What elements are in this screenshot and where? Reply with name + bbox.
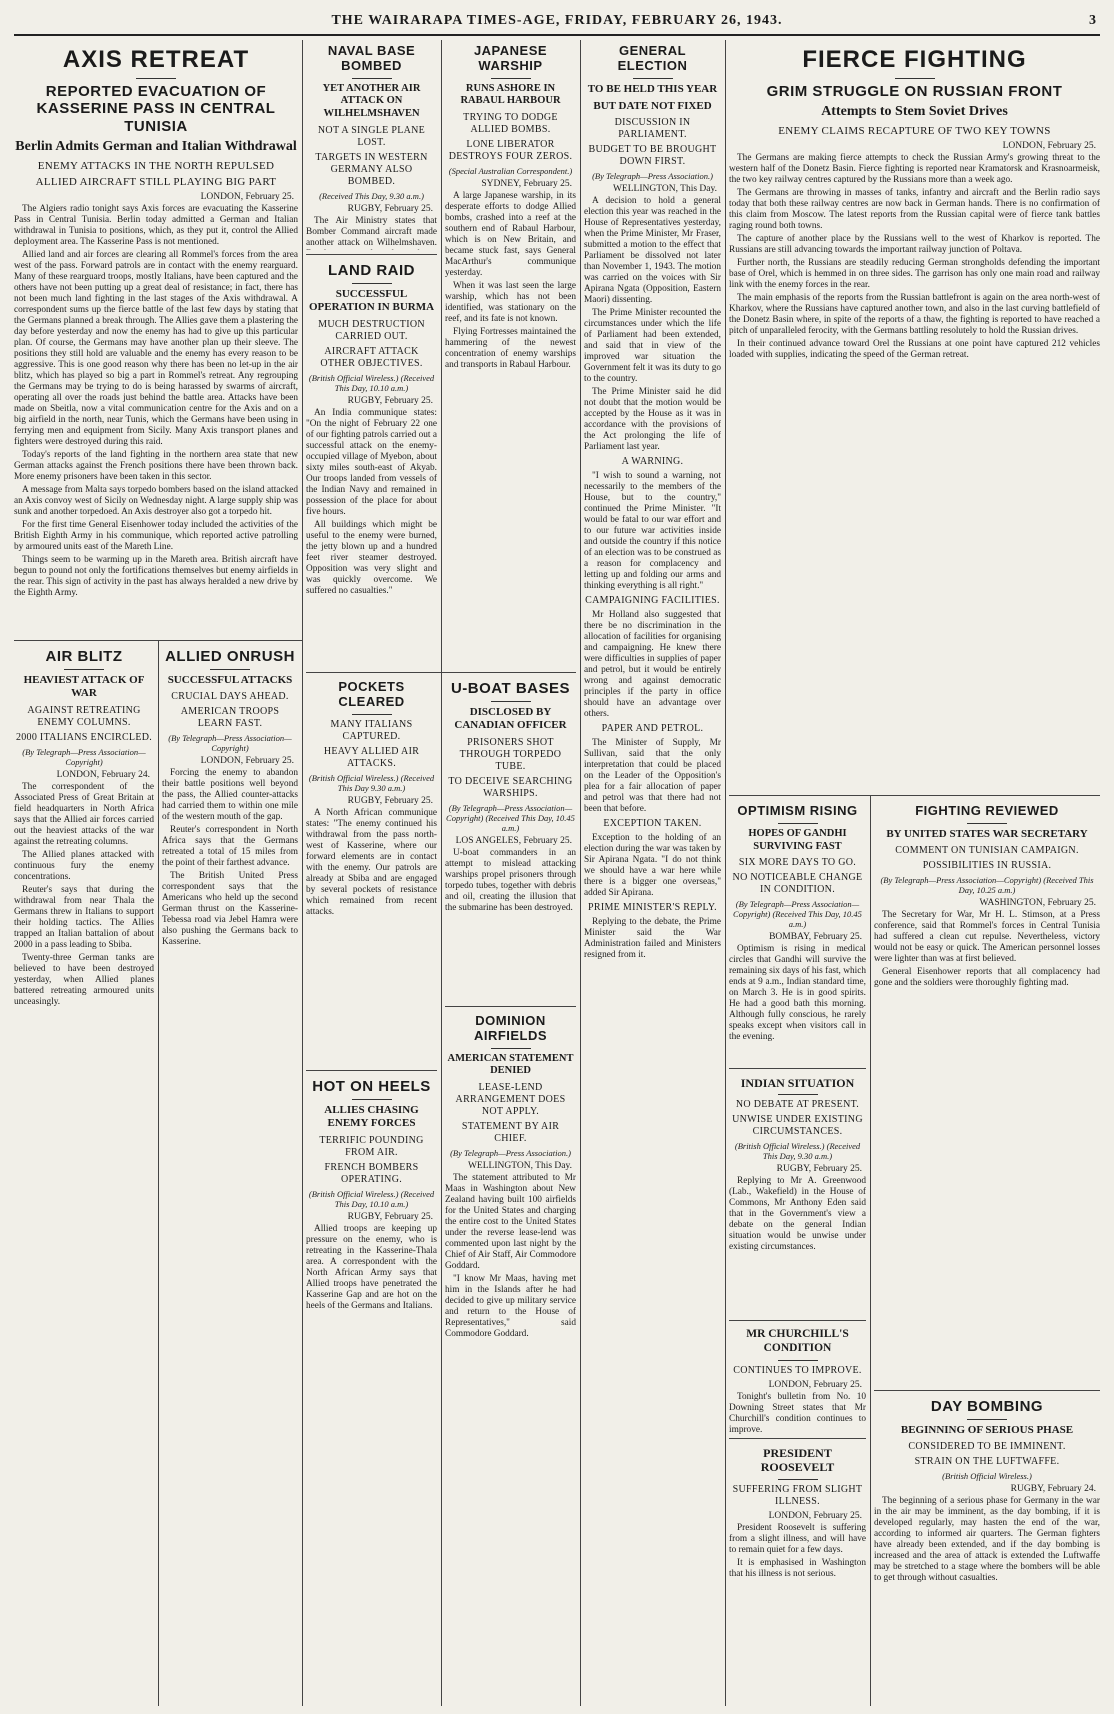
article-day-bombing — [874, 1394, 1100, 1704]
article-dominion-airfields — [445, 1010, 576, 1704]
headline: PRESIDENT ROOSEVELT — [760, 1446, 835, 1475]
subheadline: SUCCESSFUL OPERATION IN BURMA — [308, 288, 435, 314]
article-churchill-condition — [729, 1324, 866, 1434]
credit-line: (By Telegraph—Press Association—Copyright) — [22, 746, 146, 767]
paragraph: The capture of another place by the Russians well to the west of Kharkov is reported. The Russians are still advancing towards the important railway junction of Poltava. — [729, 234, 1100, 256]
paragraph: Further north, the Russians are steadily reducing German strongholds defending the important base of Orel, which is hemmed in on three sides. The garrison has only one main road and railway link with the enemy forces in the rear. — [729, 258, 1100, 291]
subheadline: BUDGET TO BE BROUGHT DOWN FIRST. — [588, 144, 717, 168]
subheadline: BUT DATE NOT FIXED — [593, 100, 712, 113]
article-indian-situation — [729, 1072, 866, 1317]
paragraph: "I wish to sound a warning, not necessarily to the members of the House, but to the country," continued the Prime Minister. "It would be fatal to our war effort and to our future war activities inside and outside the country if this notice of an election was to be construed as a reason for complacency and letting up and folding our arms and thinking everything is all right." — [584, 471, 721, 592]
article-president-roosevelt — [729, 1442, 866, 1704]
subheadline: PRISONERS SHOT THROUGH TORPEDO TUBE. — [459, 736, 562, 772]
subheadline: SUCCESSFUL ATTACKS — [167, 674, 293, 687]
paragraph: A North African communique states: "The enemy continued his withdrawal from the pass north-west of Kasserine, where our forward elements are in contact with the enemy. Our patrols are already at Sbiba and are engaged by several pockets of resistance which remained from recent attacks. — [306, 807, 437, 917]
article-axis-retreat — [14, 40, 298, 635]
paragraph: An India communique states: "On the night of February 22 one of our fighting patrols carried out a successful attack on the enemy-occupied village of Myebon, about sixty miles south-east of Akyab. Our troops landed from vessels of the Indian Navy and remained in possession of the place for about five hours. — [306, 407, 437, 517]
dateline: WASHINGTON, February 25. — [979, 898, 1096, 909]
credit-line: (British Official Wireless.) — [942, 1471, 1032, 1482]
credit-line: (By Telegraph—Press Association—Copyright) (Received This Day, 10.25 a.m.) — [880, 875, 1094, 896]
paragraph: The correspondent of the Associated Press of Great Britain at field headquarters in North Africa says that the Allied air forces carried out the heaviest attacks of the war against the retreating columns. — [14, 781, 154, 847]
subheadline: 2000 ITALIANS ENCIRCLED. — [15, 731, 153, 743]
subheadline: UNWISE UNDER EXISTING CIRCUMSTANCES. — [732, 1114, 863, 1138]
paragraph: Forcing the enemy to abandon their battle positions well beyond the pass, the Allied counter-attacks had carried them to within one mile of the western mouth of the gap. — [162, 768, 298, 823]
headline: AXIS RETREAT — [62, 46, 250, 73]
subheadline: SIX MORE DAYS TO GO. — [738, 857, 857, 869]
subheadline: Berlin Admits German and Italian Withdrawal — [15, 138, 297, 154]
paragraph: Today's reports of the land fighting in the northern area state that new German attacks against the French positions there have been thrown back. More enemy prisoners have been taken in this sector. — [14, 449, 298, 482]
paragraph: The Prime Minister recounted the circumstances under which the life of Parliament had been extended, and said that in view of the improved war situation the Government felt it was its duty to go to the country. — [584, 308, 721, 385]
subheadline: YET ANOTHER AIR ATTACK ON WILHELMSHAVEN — [322, 82, 421, 120]
article-allied-onrush — [162, 644, 298, 1704]
article-land-raid — [306, 258, 437, 648]
paragraph: The Algiers radio tonight says Axis forces are evacuating the Kasserine Pass in Central Tunisia. Berlin today admitted a German and Italian withdrawal in Tunisia to positions, which, as they put it, control the Allied deployment area. The Kasserine Pass is not mentioned. — [14, 203, 298, 247]
credit-line: (By Telegraph—Press Association—Copyright) — [168, 733, 292, 754]
article-general-election — [584, 40, 721, 1704]
credit-line: (By Telegraph—Press Association—Copyright) (Received This Day, 10.45 a.m.) — [733, 899, 862, 930]
paragraph: President Roosevelt is suffering from a slight illness, and will have to remain quiet for a few days. — [729, 1522, 866, 1555]
subheadline: SUFFERING FROM SLIGHT ILLNESS. — [732, 1483, 863, 1507]
paragraph: The Air Ministry states that Bomber Command aircraft made another attack on Wilhelmshaven. — [306, 215, 437, 248]
headline: JAPANESE WARSHIP — [473, 43, 548, 73]
dateline: LONDON, February 25. — [768, 1379, 862, 1390]
subheadline: HEAVIEST ATTACK OF WAR — [23, 674, 145, 700]
article-japanese-warship — [445, 40, 576, 665]
paragraph: It is emphasised in Washington that his illness is not serious. — [729, 1557, 866, 1579]
dateline: BOMBAY, February 25. — [769, 932, 862, 943]
subheadline: ALLIED AIRCRAFT STILL PLAYING BIG PART — [35, 175, 277, 188]
paragraph: Allied land and air forces are clearing all Rommel's forces from the area west of the pass. Forward patrols are in contact with the enemy rearguard. Many of these rearguard troops, mostly Italians, have been captured and the others have not been putting up a great deal of resistance; in fact, there has not been much land fighting in the last stages of the Axis withdrawal. A correspondent sums up the fierce battle of the last few days by stating that the Germans planned a break through. The Allies gave them a plastering the day before yesterday and now the enemy has had to give up this particular plan. Of course, the Germans may have another plan up their sleeve. The positions they still hold are valuable and the enemy has every reason to be aggressive. This is one good reason why there has been no let-up in the air blitz, which has played so big a part in Rommel's retreat. Any regrouping the Germans may be trying to do is being harassed by swarms of aircraft, operating all over the roads just behind the battle area. Attacks have been made on Sbeitla, now a vital communication centre for the Axis and on a big airfield in the north, near Tunis, which the Germans have been using in ferrying men and equipment from Sicily. Many Axis transport planes and fighters were destroyed during this raid. — [14, 249, 298, 447]
column-rule — [302, 40, 303, 1706]
paragraph: Reuter's says that during the withdrawal from near Thala the Germans threw in Italians to support their holding tactics. The Allies trapped an Italian battalion of about 2000 in a pass leading to Sbiba. — [14, 884, 154, 950]
paragraph: The Secretary for War, Mr H. L. Stimson, at a Press conference, said that Rommel's forces in Central Tunisia had suffered a clean cut repulse. Nevertheless, victory would not be easy or quick. The American personnel losses were lighter than was at first believed. — [874, 910, 1100, 965]
headline: ALLIED ONRUSH — [165, 648, 295, 665]
subheadline: NOT A SINGLE PLANE LOST. — [317, 124, 426, 148]
paragraph: A decision to hold a general election this year was reached in the House of Representatives yesterday, when the Prime Minister, Mr Fraser, submitted a motion to the effect that Parliament be dissolved not later than November 1, 1943. The motion was carried on the voices with Sir Apirana Ngata (Opposition, Eastern Maori) dissenting. — [584, 196, 721, 306]
subheadline: RUNS ASHORE IN RABAUL HARBOUR — [460, 82, 561, 107]
paragraph: The Allied planes attacked with continuous fury the enemy concentrations. — [14, 849, 154, 882]
subheadline: Attempts to Stem Soviet Drives — [821, 104, 1008, 120]
subheadline: REPORTED EVACUATION OF KASSERINE PASS IN CENTRAL TUNISIA — [36, 83, 276, 135]
article-pockets-cleared — [306, 676, 437, 1066]
paragraph: Allied troops are keeping up pressure on the enemy, who is retreating in the Kasserine-Thala area. A correspondent with the North African Army says that Allied troops have penetrated the Kasserine Gap and are hot on the heels of the Germans and Italians. — [306, 1223, 437, 1311]
subheadline: POSSIBILITIES IN RUSSIA. — [922, 860, 1052, 872]
dateline: RUGBY, February 25. — [347, 203, 433, 214]
dateline: WELLINGTON, This Day. — [467, 1161, 572, 1172]
page-number: 3 — [1089, 13, 1096, 28]
dateline: LONDON, February 25. — [768, 1510, 862, 1521]
subheadline: ENEMY CLAIMS RECAPTURE OF TWO KEY TOWNS — [778, 125, 1051, 138]
headline: DAY BOMBING — [930, 1398, 1044, 1415]
paragraph: The statement attributed to Mr Maas in Washington about New Zealand having built 100 airfields for the United States and charging the entire cost to the United States under the reverse lease-lend was commented upon last night by the Chief of Air Staff, Air Commodore Goddard. — [445, 1173, 576, 1272]
dateline: RUGBY, February 25. — [347, 795, 433, 806]
headline: DOMINION AIRFIELDS — [473, 1013, 548, 1043]
subheadline: AMERICAN STATEMENT DENIED — [447, 1052, 574, 1077]
paragraph: In their continued advance toward Orel the Russians at one point have captured 212 vehicles loaded with supplies, indicating the speed of the German retreat. — [729, 339, 1100, 361]
section-head: EXCEPTION TAKEN. — [603, 818, 702, 830]
subheadline: NO DEBATE AT PRESENT. — [735, 1099, 860, 1111]
subheadline: HEAVY ALLIED AIR ATTACKS. — [323, 745, 420, 769]
subheadline: HOPES OF GANDHI SURVIVING FAST — [748, 827, 847, 852]
paragraph: General Eisenhower reports that all complacency had gone and the soldiers were thoroughly fighting mad. — [874, 967, 1100, 989]
subheadline: LEASE-LEND ARRANGEMENT DOES NOT APPLY. — [455, 1082, 566, 1118]
paragraph: "I know Mr Maas, having met him in the Islands after he had decided to give up military service and return to the House of Representatives," said Commodore Goddard. — [445, 1274, 576, 1340]
column-rule — [725, 40, 726, 1706]
dateline: LONDON, February 25. — [200, 191, 294, 202]
subheadline: TO DECEIVE SEARCHING WARSHIPS. — [448, 775, 573, 799]
paragraph: Reuter's correspondent in North Africa says that the Germans retreated a total of 15 miles from the point of their farthest advance. — [162, 825, 298, 869]
subheadline: FRENCH BOMBERS OPERATING. — [324, 1161, 419, 1185]
headline: NAVAL BASE BOMBED — [327, 43, 416, 73]
subheadline: TARGETS IN WESTERN GERMANY ALSO BOMBED. — [315, 151, 428, 187]
article-naval-base — [306, 40, 437, 250]
column-rule — [441, 40, 442, 1706]
subheadline: COMMENT ON TUNISIAN CAMPAIGN. — [895, 845, 1079, 857]
subheadline: BEGINNING OF SERIOUS PHASE — [900, 1424, 1074, 1437]
dateline: LONDON, February 24. — [56, 769, 150, 780]
paragraph: Optimism is rising in medical circles that Gandhi will survive the remaining six days of his fast, which ends at 9 a.m., Indian standard time, on March 3. He is in good spirits. He had a good bath this morning. Although fully conscious, he rarely speaks except when visitors call in the evening. — [729, 944, 866, 1043]
paragraph: For the first time General Eisenhower today included the activities of the British Eighth Army in his communique, which reported active patrolling by armoured units east of the Mareth Line. — [14, 519, 298, 552]
paragraph: The Prime Minister said he did not doubt that the motion would be accepted by the House as it was in accordance with the provisions of the Act prolonging the life of Parliament last year. — [584, 387, 721, 453]
credit-line: (Received This Day, 9.30 a.m.) — [319, 190, 424, 201]
paragraph: U-boat commanders in an attempt to mislead attacking warships propel prisoners through torpedo tubes, together with debris and oil, creating the illusion that the submarine has been destroyed. — [445, 847, 576, 913]
credit-line: (Special Australian Correspondent.) — [448, 166, 573, 177]
subheadline: AIRCRAFT ATTACK OTHER OBJECTIVES. — [320, 345, 423, 369]
paragraph: Things seem to be warming up in the Mareth area. British aircraft have begun to pound not only the fortifications themselves but enemy airfields in the rear. This sign of activity in the past has always heralded a new drive by the Eighth Army. — [14, 554, 298, 598]
subheadline: CONTINUES TO IMPROVE. — [733, 1364, 862, 1376]
article-fierce-fighting — [729, 40, 1100, 792]
subheadline: CRUCIAL DAYS AHEAD. — [171, 691, 289, 703]
headline: INDIAN SITUATION — [740, 1076, 855, 1090]
headline: AIR BLITZ — [45, 648, 123, 665]
dateline: WELLINGTON, This Day. — [612, 184, 717, 195]
column-rule — [158, 640, 159, 1706]
column-rule — [870, 795, 871, 1706]
headline: POCKETS CLEARED — [338, 679, 405, 709]
subheadline: DISCUSSION IN PARLIAMENT. — [614, 117, 691, 141]
paragraph: The main emphasis of the reports from the Russian battlefront is again on the area north-west of Kharkov, where the Russians have captured another town, and also in the last curving battlefield of the Donetz Basin where, in spite of the reports of a thaw, the fighting is reported to have reached a pitch of unparalleled ferocity, with the Germans battling resolutely to hold the Russian drives. — [729, 293, 1100, 337]
paragraph: Mr Holland also suggested that there be no discrimination in the allocation of facilities for organising and campaigning. He knew there were difficulties in supplies of paper and petrol, but it would be entirely wrong and against democratic principles if the party in office should have an advantage over others. — [584, 610, 721, 720]
paragraph: All buildings which might be useful to the enemy were burned, the jetty blown up and a hundred feet river steamer destroyed. Opposition was very slight and was quickly overcome. We suffered no casualties." — [306, 519, 437, 596]
headline: OPTIMISM RISING — [737, 803, 858, 818]
paragraph: Replying to the debate, the Prime Minister said the War Administration failed and Ministers resigned from it. — [584, 917, 721, 961]
masthead-title: THE WAIRARAPA TIMES-AGE, FRIDAY, FEBRUARY 26, 1943. — [331, 13, 783, 28]
headline: U-BOAT BASES — [450, 680, 571, 697]
article-hot-on-heels — [306, 1074, 437, 1704]
credit-line: (British Official Wireless.) (Received This Day 9.30 a.m.) — [308, 772, 435, 793]
subheadline: DISCLOSED BY CANADIAN OFFICER — [454, 706, 567, 732]
paragraph: The Germans are making fierce attempts to check the Russian Army's growing threat to the western half of the Donetz Basin. Fierce fighting is reported near Kramatorsk and Krasnoarmeisk, the two key railway centres captured by the Russians more than a week ago. — [729, 153, 1100, 186]
paragraph: Flying Fortresses maintained the hammering of the newest concentration of enemy warships and transports in Rabaul Harbour. — [445, 327, 576, 371]
subheadline: LONE LIBERATOR DESTROYS FOUR ZEROS. — [448, 139, 573, 163]
credit-line: (By Telegraph—Press Association—Copyright) (Received This Day, 10.45 a.m.) — [446, 802, 575, 833]
subheadline: ENEMY ATTACKS IN THE NORTH REPULSED — [37, 159, 275, 172]
subheadline: NO NOTICEABLE CHANGE IN CONDITION. — [732, 872, 863, 896]
subheadline: AMERICAN TROOPS LEARN FAST. — [180, 706, 280, 730]
subheadline: STRAIN ON THE LUFTWAFFE. — [914, 1456, 1060, 1468]
paragraph: The Minister of Supply, Mr Sullivan, said that the only interpretation that could be placed on the Leader of the Opposition's plea for a fair allocation of paper and petrol was that there had not been that before. — [584, 738, 721, 815]
subheadline: CONSIDERED TO BE IMMINENT. — [908, 1441, 1066, 1453]
subheadline: BY UNITED STATES WAR SECRETARY — [886, 827, 1088, 840]
article-air-blitz — [14, 644, 154, 1704]
paragraph: The British United Press correspondent says that the Americans who held up the second German thrust on the Kasserine-Tebessa road via Jebel Hamra were also pushing the Germans back to Kasserine. — [162, 871, 298, 948]
paragraph: Twenty-three German tanks are believed to have been destroyed yesterday, when Allied planes battered retreating armoured units unceasingly. — [14, 952, 154, 1007]
dateline: LONDON, February 25. — [1002, 141, 1096, 152]
paragraph: The beginning of a serious phase for Germany in the war in the air may be imminent, as the day bombing, if it is developed regularly, may hasten the end of the war, according to informed air quarters. The German fighters have already been extended, and if the day bombing is increased and the area of attack is extended the Luftwaffe may be stretched to a stage where the bombers will be able to get through without casualties. — [874, 1496, 1100, 1584]
credit-line: (By Telegraph—Press Association.) — [450, 1148, 571, 1159]
subheadline: GRIM STRUGGLE ON RUSSIAN FRONT — [766, 83, 1063, 100]
subheadline: TRYING TO DODGE ALLIED BOMBS. — [463, 112, 558, 136]
headline: MR CHURCHILL'S CONDITION — [746, 1328, 849, 1354]
credit-line: (British Official Wireless.) (Received This Day, 10.10 a.m.) — [308, 372, 435, 393]
subheadline: TERRIFIC POUNDING FROM AIR. — [319, 1134, 424, 1158]
article-fighting-reviewed — [874, 800, 1100, 1385]
dateline: SYDNEY, February 25. — [481, 179, 572, 190]
paragraph: The Germans are throwing in masses of tanks, infantry and aircraft and the Berlin radio says today that both these railway centres are now back in German hands. There is no confirmation of this claim from Moscow. The latest reports from the Russian capital were of fierce tank battles raging round both towns. — [729, 188, 1100, 232]
subheadline: STATEMENT BY AIR CHIEF. — [461, 1121, 560, 1145]
section-head: A WARNING. — [621, 456, 684, 468]
paragraph: Exception to the holding of an election during the war was taken by Sir Apirana Ngata. "I do not think we should have a war here while there is a bigger one overseas," added Sir Apirana. — [584, 833, 721, 899]
paragraph: A message from Malta says torpedo bombers based on the island attacked an Axis convoy west of Sicily on Wednesday night. A large supply ship was sunk and another torpedoed. An Axis destroyer also got a torpedo hit. — [14, 484, 298, 517]
headline: FIERCE FIGHTING — [802, 46, 1027, 73]
subheadline: ALLIES CHASING ENEMY FORCES — [324, 1104, 419, 1130]
headline: FIGHTING REVIEWED — [915, 803, 1059, 818]
subheadline: MANY ITALIANS CAPTURED. — [330, 718, 413, 742]
article-uboat-bases — [445, 676, 576, 1001]
subheadline: TO BE HELD THIS YEAR — [587, 82, 718, 95]
credit-line: (British Official Wireless.) (Received This Day, 9.30 a.m.) — [734, 1141, 861, 1162]
section-head: PAPER AND PETROL. — [601, 723, 704, 735]
column-rule — [580, 40, 581, 1706]
headline: HOT ON HEELS — [312, 1078, 431, 1095]
section-head: CAMPAIGNING FACILITIES. — [585, 595, 720, 607]
dateline: LOS ANGELES, February 25. — [455, 835, 572, 846]
masthead — [14, 8, 1100, 36]
paragraph: Replying to Mr A. Greenwood (Lab., Wakefield) in the House of Commons, Mr Anthony Eden said that in the Government's view a debate on the general Indian situation would be unwise under existing circumstances. — [729, 1176, 866, 1253]
dateline: RUGBY, February 25. — [347, 1211, 433, 1222]
paragraph: Tonight's bulletin from No. 10 Downing Street states that Mr Churchill's condition continues to improve. — [729, 1391, 866, 1434]
subheadline: AGAINST RETREATING ENEMY COLUMNS. — [27, 704, 141, 728]
subheadline: MUCH DESTRUCTION CARRIED OUT. — [318, 318, 425, 342]
dateline: RUGBY, February 25. — [347, 395, 433, 406]
article-optimism-rising — [729, 800, 866, 1065]
headline: LAND RAID — [328, 262, 415, 279]
credit-line: (British Official Wireless.) (Received This Day, 10.10 a.m.) — [308, 1188, 435, 1209]
dateline: RUGBY, February 25. — [776, 1164, 862, 1175]
dateline: RUGBY, February 24. — [1010, 1484, 1096, 1495]
paragraph: When it was last seen the large warship, which has not been identified, was stationary on the reef, and its fate is not known. — [445, 281, 576, 325]
credit-line: (By Telegraph—Press Association.) — [592, 171, 713, 182]
dateline: LONDON, February 25. — [200, 756, 294, 767]
paragraph: A large Japanese warship, in its desperate efforts to dodge Allied bombs, crashed into a reef at the southern end of Rabaul Harbour, which is on New Britain, and became stuck fast, says General MacArthur's communique yesterday. — [445, 191, 576, 279]
section-head: PRIME MINISTER'S REPLY. — [588, 902, 717, 914]
headline: GENERAL ELECTION — [617, 43, 688, 73]
